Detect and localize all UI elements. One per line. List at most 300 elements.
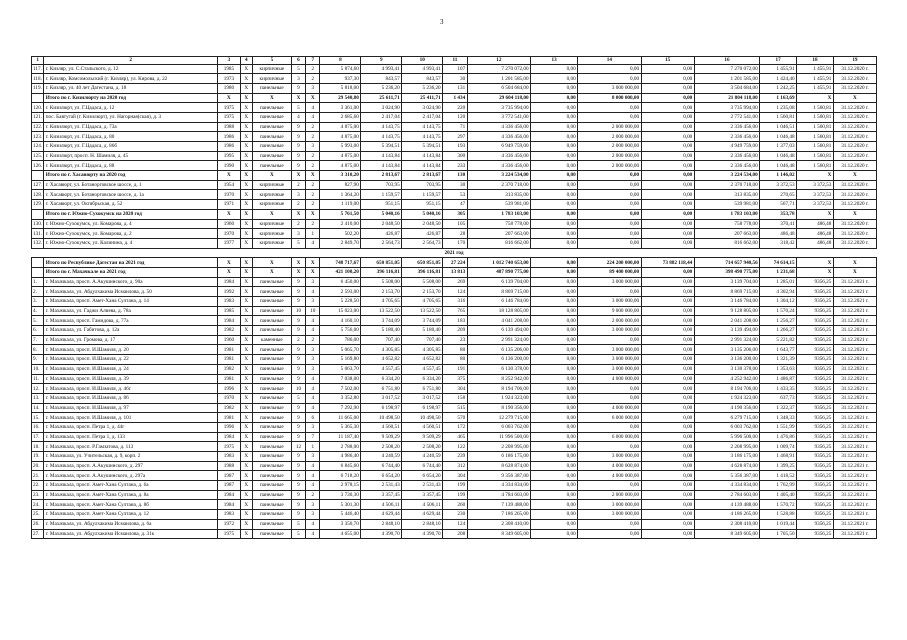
address-cell: г. Махачкала, просп. И.Шамиля, д. 46г xyxy=(44,384,218,394)
value-cell: 0,00 xyxy=(531,74,578,84)
row-number xyxy=(32,171,44,181)
value-cell: 1 348,33 xyxy=(760,413,797,423)
column-number: 6 xyxy=(291,57,305,65)
value-cell: 9 xyxy=(291,326,305,336)
value-cell: 9 509,29 xyxy=(402,432,443,442)
value-cell: 0,00 xyxy=(531,161,578,171)
address-cell: г. Махачкала, просп. И.Шамиля, д. 22 xyxy=(44,355,218,365)
value-cell: 8 628 874,00 xyxy=(467,461,530,471)
address-cell: г. Махачкала, просп. Петра 1, д. 44г xyxy=(44,422,218,432)
value-cell: 9356,25 xyxy=(797,519,834,529)
value-cell: 31.12.2021 г. xyxy=(833,297,876,307)
value-cell: X xyxy=(218,267,241,277)
value-cell: 6 136 200,00 xyxy=(467,355,530,365)
value-cell: 0,00 xyxy=(641,74,694,84)
column-number: 16 xyxy=(694,57,759,65)
value-cell: 0,00 xyxy=(531,413,578,423)
value-cell: 9356,25 xyxy=(797,422,834,432)
address-cell: Итого по г. Южно-Сухокумск на 2020 год xyxy=(44,209,218,219)
value-cell: 300 xyxy=(443,151,468,161)
column-number: 12 xyxy=(467,57,530,65)
value-cell: 0,00 xyxy=(578,112,641,122)
value-cell: X xyxy=(240,374,252,384)
value-cell: 1 046,51 xyxy=(760,122,797,132)
address-cell: г. Махачкала, ул. Абдулхакима Исмаилова, д. 6а xyxy=(44,519,218,529)
value-cell: панельные xyxy=(252,432,291,442)
value-cell: панельные xyxy=(252,103,291,113)
row-number: 4. xyxy=(32,306,44,316)
value-cell: 0,00 xyxy=(531,238,578,248)
address-cell: Итого по Республике Дагестан на 2021 год xyxy=(44,258,218,268)
row-number xyxy=(32,209,44,219)
value-cell: 1 468,91 xyxy=(760,452,797,462)
value-cell: 9 xyxy=(291,481,305,491)
value-cell: 1 266,27 xyxy=(760,326,797,336)
value-cell: 5 236,20 xyxy=(402,83,443,93)
value-cell: 31.12.2020 г. xyxy=(833,122,876,132)
value-cell: 107 xyxy=(443,64,468,74)
value-cell: 8 000 000,00 xyxy=(578,93,641,103)
value-cell: 4 xyxy=(306,384,320,394)
value-cell: кирпичные xyxy=(252,74,291,84)
value-cell: X xyxy=(240,403,252,413)
address-cell: г. Махачкала, просп. Амет-Хана Султана, д. 12 xyxy=(44,510,218,520)
value-cell: 31.12.2021 г. xyxy=(833,519,876,529)
value-cell: 0,00 xyxy=(531,374,578,384)
value-cell: 172 xyxy=(443,422,468,432)
value-cell: X xyxy=(240,171,252,181)
value-cell: X xyxy=(218,171,241,181)
value-cell: 4 xyxy=(306,403,320,413)
value-cell: 6 744,40 xyxy=(402,461,443,471)
value-cell: 9 xyxy=(291,374,305,384)
value-cell: 1 476,86 xyxy=(760,432,797,442)
value-cell: 9 000 000,00 xyxy=(578,306,641,316)
value-cell: 9 xyxy=(291,345,305,355)
value-cell: 191 xyxy=(443,364,468,374)
value-cell: 2 xyxy=(306,490,320,500)
value-cell: 4 336 456,00 xyxy=(467,151,530,161)
value-cell: 9356,25 xyxy=(797,364,834,374)
address-cell: Итого по г. Хасавюрту на 2020 год xyxy=(44,171,218,181)
value-cell: 9356,25 xyxy=(797,306,834,316)
table-row xyxy=(32,151,877,161)
value-cell: 3 xyxy=(306,510,320,520)
value-cell: 1 455,91 xyxy=(797,64,834,74)
value-cell: панельные xyxy=(252,442,291,452)
value-cell: 2 564,73 xyxy=(402,238,443,248)
value-cell: 9 xyxy=(291,403,305,413)
value-cell: 3 372,53 xyxy=(797,180,834,190)
value-cell: 2 336 456,00 xyxy=(694,132,759,142)
value-cell: 5 xyxy=(291,103,305,113)
value-cell: X xyxy=(291,258,305,268)
value-cell: 31.12.2021 г. xyxy=(833,529,876,539)
value-cell: X xyxy=(833,267,876,277)
value-cell: 2 417,04 xyxy=(402,112,443,122)
value-cell: 4 xyxy=(306,326,320,336)
value-cell: 9 xyxy=(291,432,305,442)
value-cell: X xyxy=(240,306,252,316)
value-cell: 0,00 xyxy=(578,519,641,529)
value-cell: панельные xyxy=(252,355,291,365)
table-row xyxy=(32,500,877,510)
value-cell: 3 146 784,00 xyxy=(694,297,759,307)
value-cell: 1 285,01 xyxy=(760,277,797,287)
value-cell: 199 xyxy=(443,481,468,491)
value-cell: панельные xyxy=(252,316,291,326)
value-cell: 3 000 000,00 xyxy=(578,452,641,462)
value-cell: 5 221,82 xyxy=(760,335,797,345)
value-cell: 313 835,00 xyxy=(694,190,759,200)
value-cell: 4 875,00 xyxy=(320,151,361,161)
value-cell: 1990 xyxy=(218,161,241,171)
value-cell: 6 751,80 xyxy=(361,384,402,394)
value-cell: 1983 xyxy=(218,510,241,520)
value-cell: 2 xyxy=(306,161,320,171)
address-cell: г. Махачкала, ул. Учительская, д. 9, корп. 2 xyxy=(44,452,218,462)
value-cell: кирпичные xyxy=(252,200,291,210)
value-cell: X xyxy=(240,452,252,462)
table-row xyxy=(32,142,877,152)
value-cell: X xyxy=(240,422,252,432)
value-cell: 2 048,50 xyxy=(402,219,443,229)
value-cell: 0,00 xyxy=(578,384,641,394)
value-cell: 1971 xyxy=(218,200,241,210)
value-cell: 5 228,50 xyxy=(320,297,361,307)
value-cell: 31.12.2021 г. xyxy=(833,432,876,442)
value-cell: X xyxy=(306,93,320,103)
address-cell: г. Махачкала, просп. И.Шамиля, д. 20 xyxy=(44,345,218,355)
value-cell: панельные xyxy=(252,403,291,413)
row-number: 26. xyxy=(32,519,44,529)
value-cell: 15 023,00 xyxy=(320,306,361,316)
value-cell: 5 xyxy=(291,529,305,539)
value-cell: 0,00 xyxy=(531,442,578,452)
value-cell: 0,00 xyxy=(641,490,694,500)
value-cell: 2 531,43 xyxy=(402,481,443,491)
value-cell: 0,00 xyxy=(641,287,694,297)
value-cell: кирпичные xyxy=(252,229,291,239)
value-cell: 2 564,73 xyxy=(361,238,402,248)
value-cell: 31.12.2021 г. xyxy=(833,384,876,394)
column-number: 14 xyxy=(578,57,641,65)
value-cell: 0,00 xyxy=(531,500,578,510)
address-cell: г. Кизилюрт, ул. Г.Цадаса, д. 88 xyxy=(44,161,218,171)
column-number: 1 xyxy=(32,57,44,65)
value-cell: 4 705,65 xyxy=(402,297,443,307)
value-cell: 0,00 xyxy=(641,122,694,132)
value-cell: 6 130 378,00 xyxy=(467,364,530,374)
row-number: 9. xyxy=(32,355,44,365)
value-cell: 1 399,25 xyxy=(760,461,797,471)
value-cell: 765 xyxy=(443,306,468,316)
value-cell: 9 xyxy=(291,452,305,462)
address-cell: г. Кизилюрт, просп. Н. Шамиля, д. 45 xyxy=(44,151,218,161)
value-cell: 6 845,60 xyxy=(320,461,361,471)
value-cell: панельные xyxy=(252,393,291,403)
value-cell: 0,00 xyxy=(531,490,578,500)
value-cell: 297 xyxy=(443,132,468,142)
value-cell: 1 405,40 xyxy=(760,490,797,500)
value-cell: 3 186 175,00 xyxy=(694,452,759,462)
value-cell: 0,00 xyxy=(531,209,578,219)
value-cell: X xyxy=(306,267,320,277)
value-cell: 0,00 xyxy=(531,316,578,326)
value-cell: 843,57 xyxy=(361,74,402,84)
value-cell: 3 735 994,00 xyxy=(467,103,530,113)
value-cell: 2 336 456,00 xyxy=(694,161,759,171)
value-cell: 7 139 488,00 xyxy=(467,500,530,510)
table-row xyxy=(32,432,877,442)
value-cell: 3 352,80 xyxy=(320,393,361,403)
table-row xyxy=(32,490,877,500)
value-cell: 1 046,48 xyxy=(760,151,797,161)
column-number: 2 xyxy=(44,57,218,65)
value-cell: 31.12.2021 г. xyxy=(833,452,876,462)
value-cell: 2 xyxy=(306,132,320,142)
value-cell: 10 498,50 xyxy=(361,413,402,423)
value-cell: 0,00 xyxy=(578,422,641,432)
value-cell: 12 279 715,00 xyxy=(467,413,530,423)
value-cell: 6 003 762,00 xyxy=(694,422,759,432)
value-cell: панельные xyxy=(252,529,291,539)
table-row xyxy=(32,277,877,287)
value-cell: 9 xyxy=(291,490,305,500)
address-cell: г. Южно-Сухокумск, ул. Комарова, д. 2 xyxy=(44,229,218,239)
value-cell: X xyxy=(833,209,876,219)
value-cell: X xyxy=(291,93,305,103)
value-cell: 9356,25 xyxy=(797,345,834,355)
value-cell: 714 657 940,56 xyxy=(694,258,759,268)
value-cell: X xyxy=(240,432,252,442)
value-cell: X xyxy=(306,171,320,181)
value-cell: 370,41 xyxy=(760,219,797,229)
value-cell: кирпичные xyxy=(252,64,291,74)
value-cell: 5 xyxy=(291,393,305,403)
value-cell: 1 783 103,00 xyxy=(467,209,530,219)
address-cell: г. Махачкала, просп. А.Акушинского, д. 297а xyxy=(44,471,218,481)
value-cell: панельные xyxy=(252,374,291,384)
value-cell: 0,00 xyxy=(531,93,578,103)
value-cell: 1 560,81 xyxy=(797,132,834,142)
value-cell: 31.12.2021 г. xyxy=(833,326,876,336)
value-cell: 4 xyxy=(306,481,320,491)
address-cell: г. Кизляр, ул. С.Стальского, д. 12 xyxy=(44,64,218,74)
value-cell: 2 208 995,00 xyxy=(467,442,530,452)
value-cell: 0,00 xyxy=(641,432,694,442)
value-cell: X xyxy=(240,326,252,336)
value-cell: панельные xyxy=(252,510,291,520)
value-cell: 0,00 xyxy=(641,442,694,452)
value-cell: 4 143,75 xyxy=(361,122,402,132)
value-cell: 6 334,20 xyxy=(361,374,402,384)
value-cell: 9 xyxy=(291,510,305,520)
column-number: 9 xyxy=(361,57,402,65)
value-cell: 3 135 206,00 xyxy=(694,345,759,355)
value-cell: 5 236,20 xyxy=(361,83,402,93)
value-cell: 0,00 xyxy=(641,64,694,74)
table-row xyxy=(32,355,877,365)
value-cell: 208 xyxy=(443,529,468,539)
value-cell: 6 718,20 xyxy=(320,471,361,481)
table-row xyxy=(32,452,877,462)
value-cell: 2 xyxy=(306,190,320,200)
value-cell: 4 143,75 xyxy=(361,132,402,142)
value-cell: 827,90 xyxy=(320,180,361,190)
value-cell: 5 818,00 xyxy=(320,83,361,93)
table-row xyxy=(32,306,877,316)
value-cell: 0,00 xyxy=(531,132,578,142)
column-number-row xyxy=(32,57,877,65)
value-cell: 31.12.2021 г. xyxy=(833,500,876,510)
value-cell: X xyxy=(240,83,252,93)
value-cell: 0,00 xyxy=(641,452,694,462)
value-cell: 1 159,57 xyxy=(402,190,443,200)
value-cell: 0,00 xyxy=(531,277,578,287)
value-cell: 9356,25 xyxy=(797,335,834,345)
value-cell: 31.12.2021 г. xyxy=(833,335,876,345)
value-cell: 2 848,10 xyxy=(402,519,443,529)
value-cell: 0,00 xyxy=(641,461,694,471)
value-cell: 0,00 xyxy=(641,306,694,316)
value-cell: 4 000 000,00 xyxy=(578,461,641,471)
value-cell: 1 455,91 xyxy=(797,74,834,84)
table-row xyxy=(32,219,877,229)
value-cell: X xyxy=(291,209,305,219)
value-cell: 486,48 xyxy=(760,229,797,239)
value-cell: 3 xyxy=(306,83,320,93)
housing-register-table xyxy=(31,56,877,539)
value-cell: 1 009,74 xyxy=(760,442,797,452)
value-cell: X xyxy=(291,267,305,277)
value-cell: 2 041 208,00 xyxy=(694,316,759,326)
row-number: 2. xyxy=(32,287,44,297)
value-cell: 53 xyxy=(443,190,468,200)
value-cell: 426,87 xyxy=(402,229,443,239)
value-cell: 0,00 xyxy=(641,219,694,229)
value-cell: 31.12.2021 г. xyxy=(833,393,876,403)
value-cell: 1985 xyxy=(218,306,241,316)
value-cell: X xyxy=(833,93,876,103)
value-cell: 4 336 456,00 xyxy=(467,161,530,171)
value-cell: 486,48 xyxy=(797,219,834,229)
value-cell: 5 394,51 xyxy=(361,142,402,152)
value-cell: X xyxy=(240,519,252,529)
value-cell: 0,00 xyxy=(641,384,694,394)
value-cell: 31.12.2021 г. xyxy=(833,403,876,413)
value-cell: 1 159,57 xyxy=(361,190,402,200)
value-cell: 1 321,39 xyxy=(760,355,797,365)
value-cell: 30 xyxy=(443,74,468,84)
value-cell: 396 116,81 xyxy=(402,267,443,277)
value-cell: X xyxy=(240,316,252,326)
value-cell: 3 372,53 xyxy=(797,190,834,200)
value-cell: 0,00 xyxy=(641,190,694,200)
value-cell: 4 240,59 xyxy=(402,452,443,462)
table-row xyxy=(32,238,877,248)
value-cell: 1 570,24 xyxy=(760,306,797,316)
value-cell: X xyxy=(240,180,252,190)
row-number: 20. xyxy=(32,461,44,471)
value-cell: 9 xyxy=(291,122,305,132)
value-cell: 1 119,00 xyxy=(320,200,361,210)
value-cell: 9356,25 xyxy=(797,393,834,403)
value-cell: 0,00 xyxy=(578,287,641,297)
value-cell: 3 730,30 xyxy=(320,490,361,500)
address-cell: г. Кизилюрт, ул. Г.Цадаса, д. 12 xyxy=(44,103,218,113)
value-cell: 1984 xyxy=(218,316,241,326)
value-cell: 9356,25 xyxy=(797,326,834,336)
value-cell: 3 000 000,00 xyxy=(578,277,641,287)
table-row xyxy=(32,471,877,481)
value-cell: 1954 xyxy=(218,180,241,190)
value-cell: 1 xyxy=(306,229,320,239)
value-cell: 2 784 603,00 xyxy=(694,490,759,500)
value-cell: 5 394,51 xyxy=(402,142,443,152)
value-cell: 1995 xyxy=(218,151,241,161)
value-cell: панельные xyxy=(252,306,291,316)
column-number: 4 xyxy=(240,57,252,65)
value-cell: 305 xyxy=(443,209,468,219)
value-cell: 9356,25 xyxy=(797,374,834,384)
value-cell: 9356,25 xyxy=(797,452,834,462)
value-cell: 230 xyxy=(443,510,468,520)
value-cell: 2 813,67 xyxy=(402,171,443,181)
value-cell: панельные xyxy=(252,277,291,287)
value-cell: 5 996 500,00 xyxy=(694,432,759,442)
table-row xyxy=(32,161,877,171)
value-cell: 0,00 xyxy=(531,229,578,239)
value-cell: 4 186 265,00 xyxy=(694,510,759,520)
column-number: 3 xyxy=(218,57,241,65)
value-cell: 8 190 356,00 xyxy=(467,403,530,413)
value-cell: 3 000 000,00 xyxy=(578,510,641,520)
value-cell: 0,00 xyxy=(641,422,694,432)
value-cell: 4 xyxy=(306,393,320,403)
value-cell: 937,30 xyxy=(320,74,361,84)
address-cell: г. Махачкала, просп. А.Акушинского, д. 297 xyxy=(44,461,218,471)
value-cell: 31.12.2021 г. xyxy=(833,422,876,432)
value-cell: 1986 xyxy=(218,142,241,152)
address-cell: г. Хасавюрт, ул. Ботанорговское шоссе, д. 1а xyxy=(44,190,218,200)
value-cell: 6 334,20 xyxy=(402,374,443,384)
column-number: 18 xyxy=(797,57,834,65)
value-cell: 1 560,81 xyxy=(797,103,834,113)
value-cell: X xyxy=(240,238,252,248)
column-number: 13 xyxy=(531,57,578,65)
value-cell: 1975 xyxy=(218,529,241,539)
row-number: 127. xyxy=(33,182,43,189)
value-cell: кирпичные xyxy=(252,190,291,200)
value-cell: 0,00 xyxy=(578,209,641,219)
value-cell: 0,00 xyxy=(578,103,641,113)
value-cell: X xyxy=(240,267,252,277)
value-cell: 9356,25 xyxy=(797,287,834,297)
value-cell: 6 504 684,00 xyxy=(467,83,530,93)
value-cell: 0,00 xyxy=(641,277,694,287)
address-cell: г. Махачкала, просп. Амет-Хана Султана, д. 14 xyxy=(44,297,218,307)
value-cell: 3 000 000,00 xyxy=(578,364,641,374)
address-cell: пос. Бавтугай (г. Кизилюрт), ул. Нагорная(ская), д. 3 xyxy=(44,112,218,122)
address-cell: г. Махачкала, ул. Абдулхакима Исмаилова, д. 50 xyxy=(44,287,218,297)
value-cell: кирпичные xyxy=(252,219,291,229)
value-cell: 4 336 456,00 xyxy=(467,122,530,132)
value-cell: 0,00 xyxy=(531,510,578,520)
subtotal-row xyxy=(32,209,877,219)
value-cell: 0,00 xyxy=(641,142,694,152)
value-cell: 3 744,09 xyxy=(402,316,443,326)
